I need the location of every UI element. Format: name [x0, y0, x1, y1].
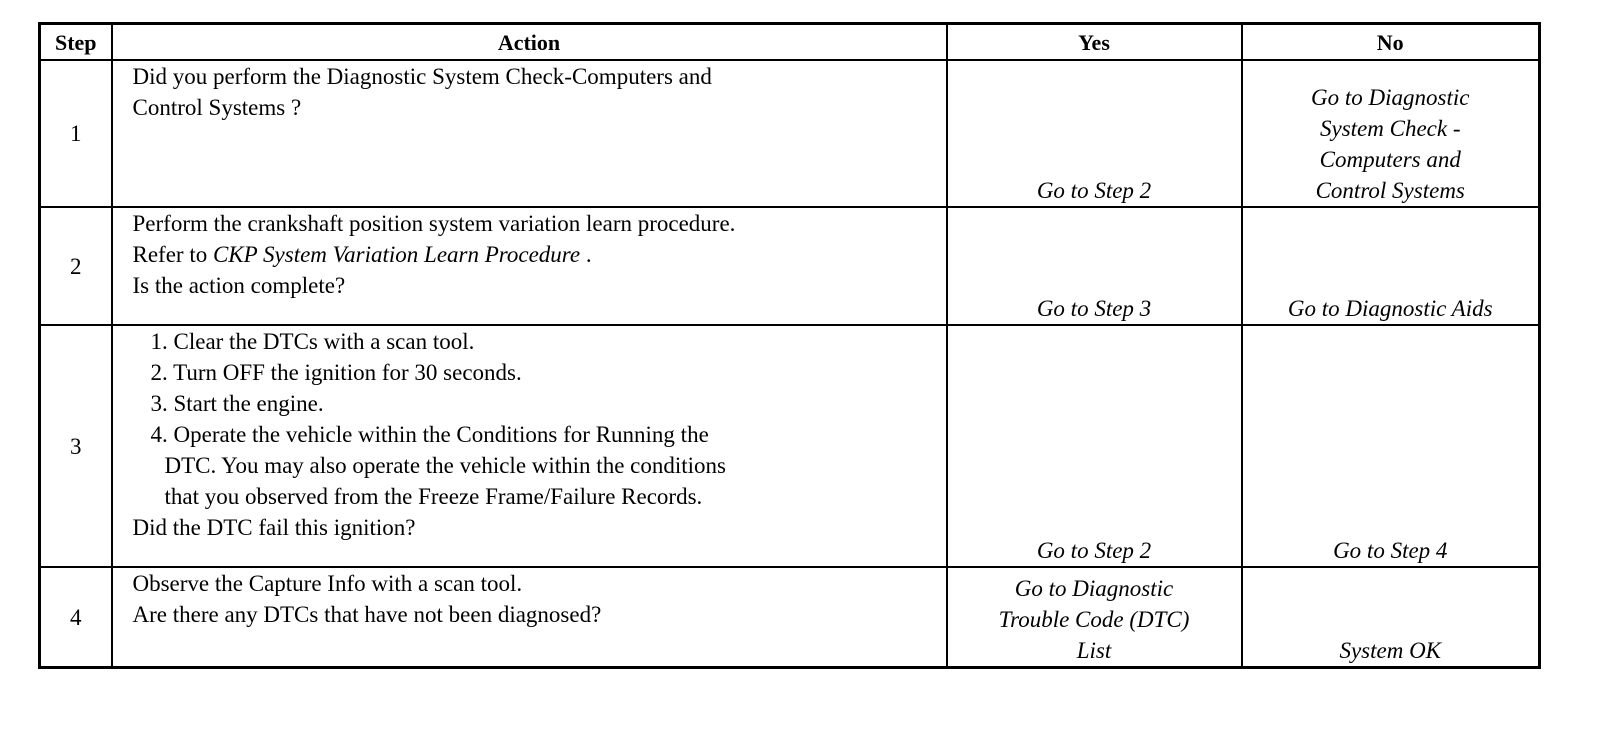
yes-link[interactable]: Go to Diagnostic — [1014, 576, 1174, 601]
table-row — [40, 207, 1540, 325]
header-step: Step — [40, 24, 112, 61]
action-list-item: 4. Operate the vehicle within the Conditions for Running the — [150, 422, 709, 447]
yes-link[interactable]: List — [1076, 638, 1112, 663]
diagnostic-table — [38, 22, 1541, 669]
no-cell — [1242, 60, 1540, 207]
action-text: Observe the Capture Info with a scan tool. — [132, 571, 523, 596]
header-yes: Yes — [947, 24, 1242, 61]
no-link[interactable]: Go to Diagnostic — [1311, 85, 1470, 110]
refer-prefix: Refer to — [132, 242, 213, 267]
action-list-item: 1. Clear the DTCs with a scan tool. — [150, 329, 475, 354]
step-number: 4 — [40, 567, 112, 668]
action-cell — [112, 207, 947, 325]
action-list-item-continued: that you observed from the Freeze Frame/Failure Records. — [164, 484, 703, 509]
step-number: 3 — [40, 325, 112, 567]
action-question: Did the DTC fail this ignition? — [132, 515, 416, 540]
no-cell — [1242, 325, 1540, 567]
yes-link[interactable]: Go to Step 2 — [1036, 538, 1152, 563]
yes-link[interactable]: Trouble Code (DTC) — [998, 607, 1190, 632]
yes-cell — [947, 325, 1242, 567]
no-link[interactable]: Computers and — [1319, 147, 1461, 172]
action-question: Is the action complete? — [132, 273, 346, 298]
header-no: No — [1242, 24, 1540, 61]
yes-cell — [947, 60, 1242, 207]
action-text: Control Systems ? — [132, 95, 302, 120]
no-link[interactable]: Control Systems — [1315, 178, 1465, 203]
table-row — [40, 60, 1540, 207]
action-text: Did you perform the Diagnostic System Check-Computers and — [132, 64, 712, 89]
yes-cell — [947, 567, 1242, 668]
action-cell — [112, 567, 947, 668]
refer-suffix: . — [580, 242, 592, 267]
no-link[interactable]: System OK — [1339, 638, 1442, 663]
action-question: Are there any DTCs that have not been diagnosed? — [132, 602, 602, 627]
procedure-link[interactable]: CKP System Variation Learn Procedure — [212, 242, 581, 267]
header-action: Action — [112, 24, 947, 61]
step-number: 2 — [40, 207, 112, 325]
action-refer-line — [133, 239, 946, 270]
action-list-item-continued: DTC. You may also operate the vehicle within the conditions — [164, 453, 726, 478]
action-cell — [112, 60, 947, 207]
no-link[interactable]: Go to Step 4 — [1333, 538, 1448, 563]
no-link[interactable]: Go to Diagnostic Aids — [1287, 296, 1493, 321]
action-cell — [112, 325, 947, 567]
table-row — [40, 567, 1540, 668]
no-cell — [1242, 567, 1540, 668]
no-cell — [1242, 207, 1540, 325]
action-list-item: 3. Start the engine. — [150, 391, 324, 416]
table-row — [40, 325, 1540, 567]
header-row — [40, 24, 1540, 61]
action-text: Perform the crankshaft position system variation learn procedure. — [132, 211, 736, 236]
yes-link[interactable]: Go to Step 3 — [1036, 296, 1152, 321]
yes-link[interactable]: Go to Step 2 — [1036, 178, 1152, 203]
step-number: 1 — [40, 60, 112, 207]
no-link[interactable]: System Check - — [1320, 116, 1461, 141]
action-list-item: 2. Turn OFF the ignition for 30 seconds. — [150, 360, 522, 385]
yes-cell — [947, 207, 1242, 325]
